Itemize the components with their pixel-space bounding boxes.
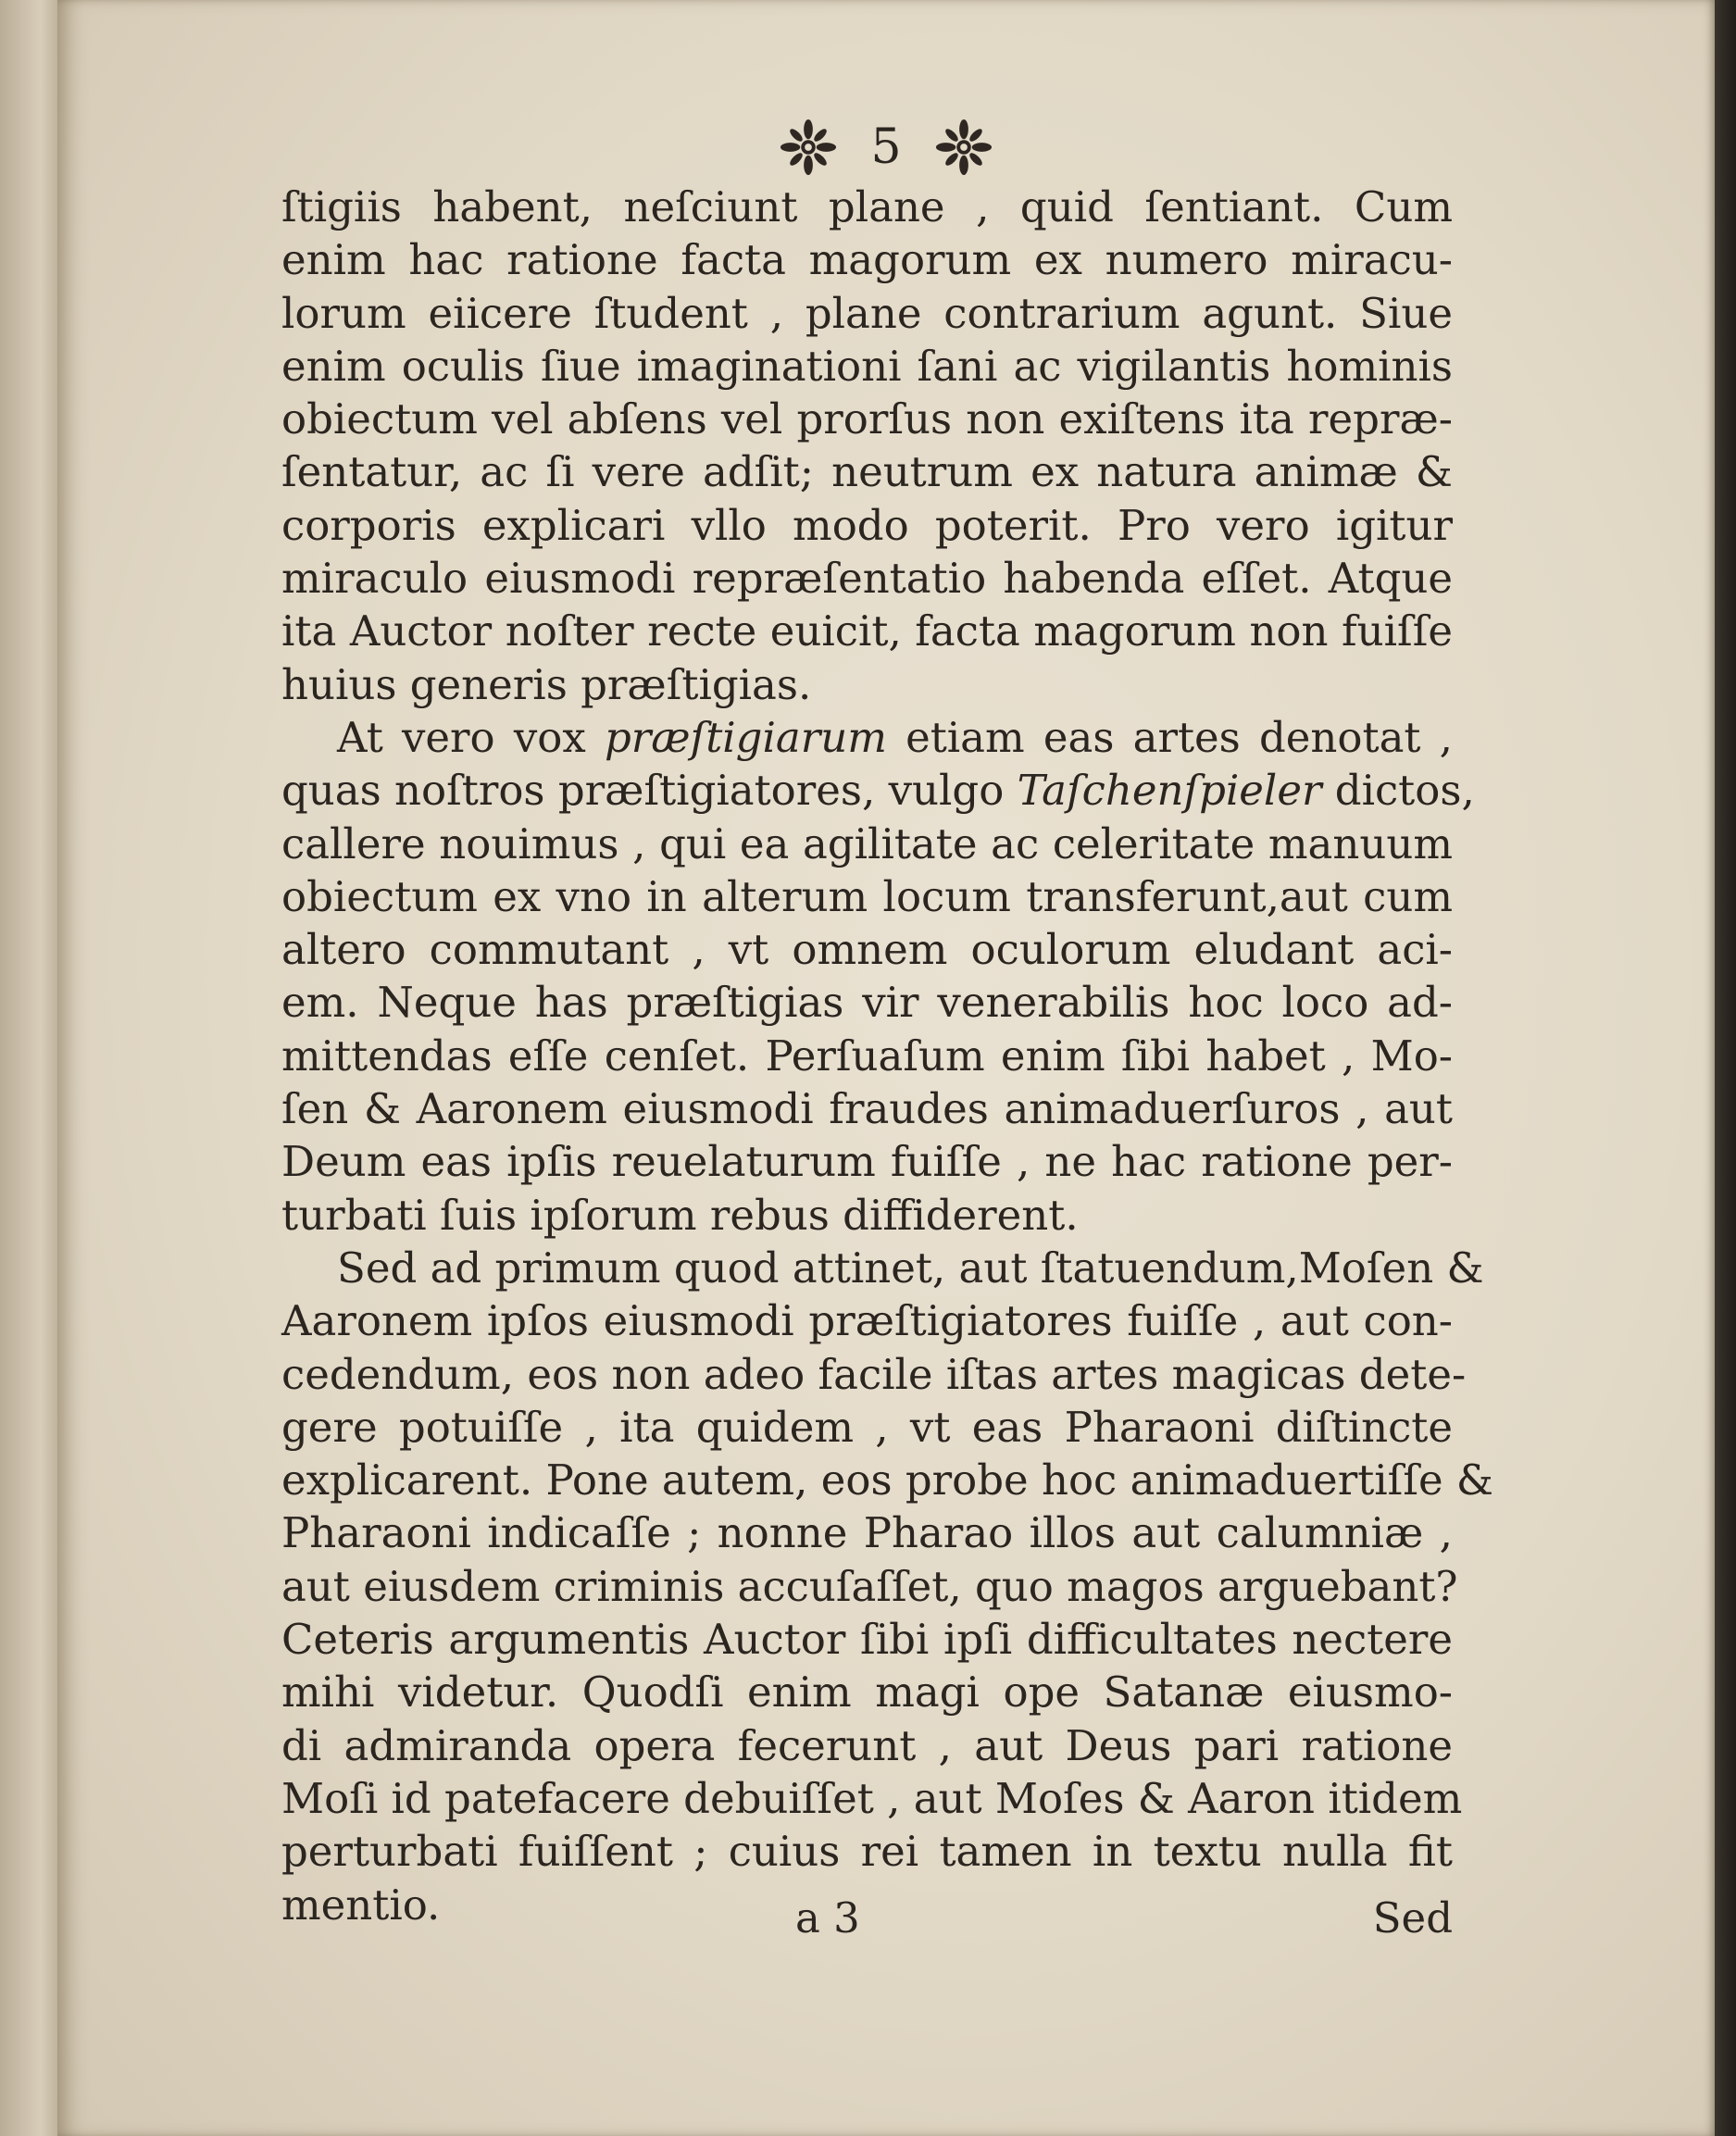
italic-term: Taſchenſpieler — [1017, 766, 1322, 816]
body-text — [281, 181, 1493, 1931]
text-line — [281, 764, 1475, 817]
text-line: em. Neque has præſtigias vir venerabilis hoc loco ad- — [281, 978, 1453, 1028]
paragraph — [281, 181, 1453, 711]
text-line: enim oculis ſiue imaginationi ſani ac vigilantis hominis — [281, 341, 1453, 391]
text-line: ita Auctor noſter recte euicit, facta magorum non fuiſſe — [281, 606, 1453, 656]
signature-mark: a 3 — [795, 1893, 860, 1942]
text-line: mihi videtur. Quodſi enim magi ope Satanæ eiusmo- — [281, 1668, 1453, 1718]
text-line: di admiranda opera fecerunt , aut Deus pari ratione — [281, 1720, 1453, 1770]
text-line: ſen & Aaronem eiusmodi fraudes animaduerſuros , aut — [281, 1084, 1453, 1134]
text-line: corporis explicari vllo modo poterit. Pro vero igitur — [281, 500, 1453, 550]
text-line: Pharaoni indicaſſe ; nonne Pharao illos aut calumniæ , — [281, 1508, 1453, 1558]
text-line: altero commutant , vt omnem oculorum eludant aci- — [281, 925, 1453, 975]
text-run: etiam eas artes denotat , — [905, 712, 1453, 762]
fleuron-ornament-icon — [935, 119, 993, 176]
text-line: Deum eas ipſis reuelaturum fuiſſe , ne hac ratione per- — [281, 1137, 1453, 1187]
text-line: perturbati fuiſſent ; cuius rei tamen in textu nulla fit — [281, 1827, 1453, 1877]
text-line: huius generis præſtigias. — [281, 659, 812, 709]
text-line: mentio. — [281, 1880, 441, 1930]
text-line: miraculo eiusmodi repræſentatio habenda eſſet. Atque — [281, 554, 1453, 604]
page-header — [57, 119, 1715, 176]
text-line — [281, 711, 1453, 764]
text-line: Sed ad primum quod attinet, aut ſtatuendum,Moſen & — [337, 1243, 1484, 1293]
catchword: Sed — [1372, 1893, 1453, 1942]
text-line: gere potuiſſe , ita quidem , vt eas Pharaoni diſtincte — [281, 1402, 1453, 1452]
text-line: mittendas eſſe cenſet. Perſuaſum enim ſibi habet , Mo- — [281, 1031, 1453, 1080]
text-line: ſentatur, ac ſi vere adſit; neutrum ex natura animæ & — [281, 447, 1453, 497]
text-line: turbati ſuis ipſorum rebus diffiderent. — [281, 1190, 1079, 1240]
text-line: lorum eiicere ſtudent , plane contrarium agunt. Siue — [281, 288, 1453, 338]
text-run: dictos, — [1334, 766, 1475, 816]
text-line: obiectum ex vno in alterum locum transferunt,aut cum — [281, 871, 1453, 921]
paragraph — [281, 711, 1475, 1242]
text-line: obiectum vel abſens vel prorſus non exiſtens ita repræ- — [281, 394, 1453, 444]
page-footer — [281, 1893, 1453, 1949]
fleuron-ornament-icon — [780, 119, 837, 176]
page-number: 5 — [870, 119, 902, 175]
italic-term: præſtigiarum — [604, 712, 887, 762]
text-line: aut eiusdem criminis accuſaſſet, quo magos arguebant? — [281, 1561, 1458, 1611]
text-line: Ceteris argumentis Auctor ſibi ipſi difficultates nectere — [281, 1615, 1453, 1665]
book-edge-right — [1715, 0, 1736, 2136]
text-line: Moſi id patefacere debuiſſet , aut Moſes & Aaron itidem — [281, 1773, 1463, 1823]
text-line: ſtigiis habent, neſciunt plane , quid ſentiant. Cum — [281, 182, 1453, 231]
text-run: At vero vox — [337, 712, 586, 762]
text-run: quas noſtros præſtigiatores, vulgo — [281, 766, 1005, 816]
text-line: cedendum, eos non adeo facile iſtas artes magicas dete- — [281, 1349, 1467, 1399]
text-line: Aaronem ipſos eiusmodi præſtigiatores fuiſſe , aut con- — [281, 1296, 1453, 1346]
text-line: callere nouimus , qui ea agilitate ac celeritate manuum — [281, 818, 1453, 868]
book-page — [57, 0, 1715, 2136]
text-line: explicarent. Pone autem, eos probe hoc animaduertiſſe & — [281, 1455, 1493, 1505]
paragraph — [281, 1242, 1493, 1931]
text-line: enim hac ratione facta magorum ex numero miracu- — [281, 235, 1453, 285]
